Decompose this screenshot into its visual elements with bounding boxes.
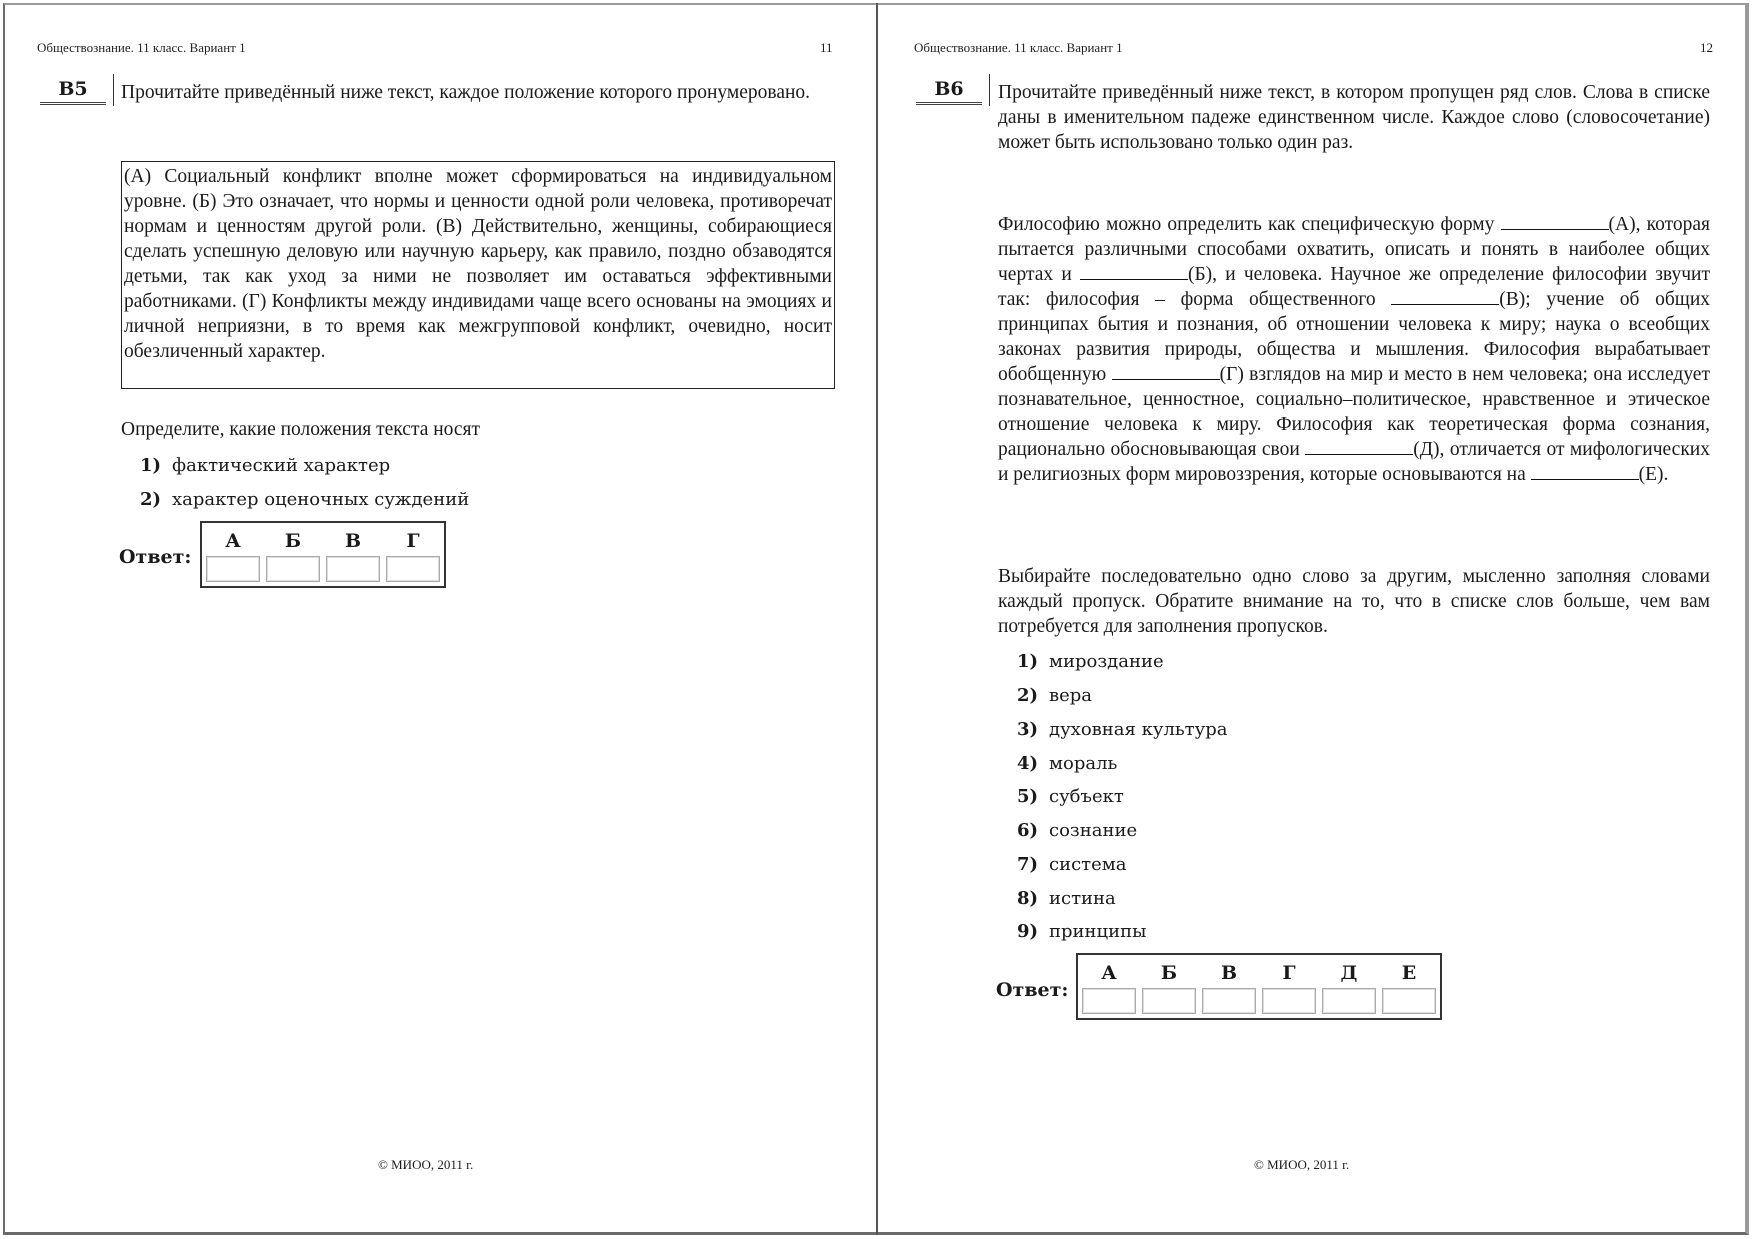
answer-cell[interactable] bbox=[1082, 988, 1136, 1014]
answer-column-b: Б bbox=[265, 526, 321, 582]
option-8: 8) истина bbox=[1017, 888, 1116, 909]
answer-cell[interactable] bbox=[1322, 988, 1376, 1014]
answer-label: Ответ: bbox=[996, 979, 1069, 1001]
option-6: 6) сознание bbox=[1017, 820, 1138, 841]
answer-cell[interactable] bbox=[206, 556, 260, 582]
option-2: 2) вера bbox=[1017, 685, 1093, 706]
blank-v bbox=[1391, 288, 1499, 305]
answer-table-b6 bbox=[1076, 953, 1442, 1020]
task-b6-intro: Прочитайте приведённый ниже текст, в котором пропущен ряд слов. Слова в списке даны в именительном падеже единственном числе. Каждое слово (словосочетание) может быть использовано только один раз. bbox=[998, 82, 1710, 153]
blank-e bbox=[1531, 463, 1639, 480]
option-1: 1) мироздание bbox=[1017, 651, 1164, 672]
footer-copyright: © МИОО, 2011 г. bbox=[1254, 1157, 1350, 1172]
option-3: 3) духовная культура bbox=[1017, 719, 1228, 740]
answer-column-a: А bbox=[1081, 958, 1137, 1014]
page-number: 12 bbox=[1700, 40, 1713, 55]
option-9: 9) принципы bbox=[1017, 921, 1147, 942]
task-label-b6: B6 bbox=[916, 78, 982, 105]
answer-column-v: В bbox=[1201, 958, 1257, 1014]
task-b6-instructions: Выбирайте последовательно одно слово за другим, мысленно заполняя словами каждый пропуск. Обратите внимание на то, что в списке слов больше, чем вам потребуется для заполнения пропусков. bbox=[998, 566, 1710, 637]
footer-copyright: © МИОО, 2011 г. bbox=[378, 1157, 474, 1172]
option-1: 1) фактический характер bbox=[140, 455, 391, 476]
answer-column-b: Б bbox=[1141, 958, 1197, 1014]
blank-d bbox=[1305, 438, 1413, 455]
task-b5-question: Определите, какие положения текста носят bbox=[121, 419, 481, 440]
blank-g bbox=[1112, 363, 1220, 380]
answer-column-d: Д bbox=[1321, 958, 1377, 1014]
running-head: Обществознание. 11 класс. Вариант 1 bbox=[914, 40, 1123, 55]
running-head: Обществознание. 11 класс. Вариант 1 bbox=[37, 40, 246, 55]
answer-column-g: Г bbox=[385, 526, 441, 582]
answer-cell[interactable] bbox=[386, 556, 440, 582]
answer-cell[interactable] bbox=[1202, 988, 1256, 1014]
blank-b bbox=[1080, 263, 1188, 280]
answer-cell[interactable] bbox=[1142, 988, 1196, 1014]
answer-column-v: В bbox=[325, 526, 381, 582]
option-5: 5) субъект bbox=[1017, 786, 1124, 807]
page-number: 11 bbox=[820, 40, 833, 55]
blank-a bbox=[1501, 213, 1609, 230]
page-12 bbox=[878, 0, 1754, 1239]
option-7: 7) система bbox=[1017, 854, 1127, 875]
task-label-b5: B5 bbox=[40, 78, 106, 105]
task-b5-intro: Прочитайте приведённый ниже текст, каждое положение которого пронумеровано. bbox=[121, 82, 811, 103]
task-b6-passage: Философию можно определить как специфическую форму (А), которая пытается различными способами охватить, описать и понять в наиболее общих чертах и (Б), и человека. Научное же определение философии звучит так: философия – форма общественного (В); учение об общих принципах бытия и познания, об отношении человека к миру; наука о всеобщих законах развития природы, общества и мышления. Философия вырабатывает обобщенную (Г) взглядов на мир и место в нем человека; она исследует познавательное, ценностное, социально–политическое, нравственное и этическое отношение человека к миру. Философия как теоретическая форма сознания, рационально обосновывающая свои (Д), отличается от мифологических и религиозных форм мировоззрения, которые основываются на (Е). bbox=[998, 214, 1711, 485]
answer-cell[interactable] bbox=[1262, 988, 1316, 1014]
answer-cell[interactable] bbox=[266, 556, 320, 582]
option-4: 4) мораль bbox=[1017, 753, 1118, 774]
answer-cell[interactable] bbox=[1382, 988, 1436, 1014]
answer-table-b5 bbox=[200, 521, 446, 588]
option-2: 2) характер оценочных суждений bbox=[140, 489, 470, 510]
page-11 bbox=[0, 0, 876, 1239]
task-b5-text-box: (А) Социальный конфликт вполне может сформироваться на индивидуальном уровне. (Б) Это означает, что нормы и ценности одной роли человека, противоречат нормам и ценностям другой роли. (В) Действительно, женщины, собирающиеся сделать успешную деловую или научную карьеру, как правило, поздно обзаводятся детьми, так как уход за ними не позволяет им оставаться эффективными работниками. (Г) Конфликты между индивидами чаще всего основаны на эмоциях и личной неприязни, в то время как межгрупповой конфликт, очевидно, носит обезличенный характер. bbox=[121, 161, 835, 389]
answer-label: Ответ: bbox=[119, 546, 192, 568]
answer-cell[interactable] bbox=[326, 556, 380, 582]
answer-column-a: А bbox=[205, 526, 261, 582]
answer-column-e: Е bbox=[1381, 958, 1437, 1014]
answer-column-g: Г bbox=[1261, 958, 1317, 1014]
